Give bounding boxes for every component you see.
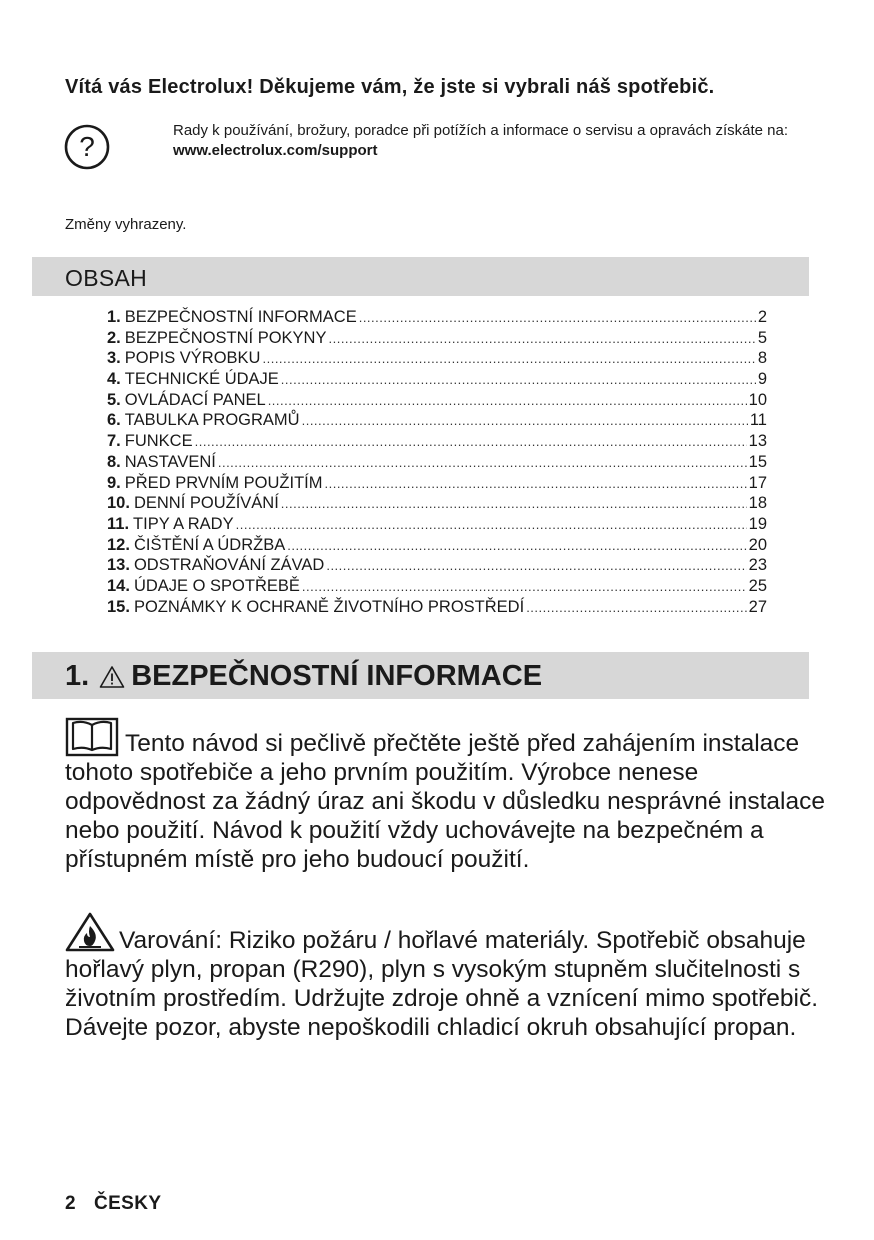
toc-item[interactable] bbox=[107, 474, 767, 495]
toc-leader-dots bbox=[526, 600, 746, 615]
toc-item-page: 10 bbox=[748, 390, 767, 409]
toc-item-number: 2. bbox=[107, 328, 121, 347]
toc-leader-dots bbox=[326, 558, 746, 573]
toc-leader-dots bbox=[359, 310, 756, 325]
toc-item-number: 5. bbox=[107, 390, 121, 409]
toc-item-label: TABULKA PROGRAMŮ bbox=[124, 411, 300, 430]
toc-leader-dots bbox=[281, 372, 756, 387]
toc-item-label: POZNÁMKY K OCHRANĚ ŽIVOTNÍHO PROSTŘEDÍ bbox=[133, 597, 525, 616]
toc-item[interactable] bbox=[107, 329, 767, 350]
support-text: Rady k používání, brožury, poradce při potížích a informace o servisu a opravách získáte na: bbox=[173, 122, 789, 139]
section-header-bar bbox=[32, 652, 809, 699]
toc-item[interactable] bbox=[107, 494, 767, 515]
toc-item-label: ODSTRAŇOVÁNÍ ZÁVAD bbox=[133, 556, 325, 575]
toc-item[interactable] bbox=[107, 411, 767, 432]
toc-item[interactable] bbox=[107, 598, 767, 619]
toc-item-number: 9. bbox=[107, 473, 121, 492]
toc-item-label: DENNÍ POUŽÍVÁNÍ bbox=[133, 494, 279, 513]
toc-item-number: 7. bbox=[107, 432, 121, 451]
toc-leader-dots bbox=[281, 496, 747, 511]
toc-item[interactable] bbox=[107, 536, 767, 557]
toc-item[interactable] bbox=[107, 453, 767, 474]
support-link[interactable]: www.electrolux.com/support bbox=[173, 142, 378, 159]
question-circle-icon bbox=[63, 123, 111, 171]
toc-leader-dots bbox=[328, 331, 755, 346]
toc-item-number: 1. bbox=[107, 308, 121, 326]
toc-item[interactable] bbox=[107, 577, 767, 598]
section-title-text: BEZPEČNOSTNÍ INFORMACE bbox=[131, 660, 543, 692]
toc-item-label: ČIŠTĚNÍ A ÚDRŽBA bbox=[133, 535, 286, 554]
svg-text:?: ? bbox=[79, 131, 95, 162]
toc-item-label: TIPY A RADY bbox=[133, 514, 234, 533]
toc-item[interactable] bbox=[107, 391, 767, 412]
safety-paragraph-fire bbox=[65, 912, 825, 1042]
manual-text: Tento návod si pečlivě přečtěte ještě před zahájením instalace tohoto spotřebiče a jeho prvním použitím. Výrobce nenese odpovědnost za žádný úraz ani škodu v důsledku nesprávné instalace nebo použití. Návod k použití vždy uchovávejte na bezpečném a přístupném místě pro jeho budoucí použití. bbox=[65, 730, 825, 873]
section-title bbox=[65, 660, 542, 693]
safety-paragraph-manual bbox=[65, 717, 825, 874]
toc-leader-dots bbox=[262, 351, 755, 366]
toc-item-label: FUNKCE bbox=[124, 432, 193, 451]
language-label: ČESKY bbox=[93, 1193, 162, 1214]
toc-item-number: 13. bbox=[107, 556, 130, 575]
toc-item-label: ÚDAJE O SPOTŘEBĚ bbox=[133, 576, 300, 595]
toc-item-page: 25 bbox=[748, 576, 767, 595]
toc-leader-dots bbox=[268, 393, 747, 408]
toc-item-page: 15 bbox=[748, 452, 767, 471]
toc-item-page: 19 bbox=[748, 514, 767, 533]
toc-item[interactable] bbox=[107, 515, 767, 536]
toc-item-label: NASTAVENÍ bbox=[124, 452, 216, 471]
toc-item-page: 20 bbox=[748, 535, 767, 554]
toc-item[interactable] bbox=[107, 556, 767, 577]
toc-item-page: 9 bbox=[757, 370, 767, 389]
flammable-warning-icon bbox=[65, 912, 115, 952]
toc-item-label: BEZPEČNOSTNÍ INFORMACE bbox=[124, 308, 357, 326]
toc-item-number: 14. bbox=[107, 576, 130, 595]
toc-leader-dots bbox=[195, 434, 747, 449]
toc-item[interactable] bbox=[107, 349, 767, 370]
toc-leader-dots bbox=[324, 476, 746, 491]
toc-item-label: OVLÁDACÍ PANEL bbox=[124, 390, 266, 409]
toc-leader-dots bbox=[218, 455, 747, 470]
toc-item-page: 23 bbox=[748, 556, 767, 575]
book-icon bbox=[65, 717, 119, 757]
support-info bbox=[173, 121, 813, 161]
toc-item-label: BEZPEČNOSTNÍ POKYNY bbox=[124, 328, 327, 347]
toc-leader-dots bbox=[302, 579, 747, 594]
toc-leader-dots bbox=[287, 538, 746, 553]
toc-item-page: 8 bbox=[757, 349, 767, 368]
toc-item-page: 11 bbox=[749, 411, 767, 430]
toc-item-number: 15. bbox=[107, 597, 130, 616]
toc-heading: OBSAH bbox=[65, 265, 148, 291]
toc-item-number: 6. bbox=[107, 411, 121, 430]
toc-item-number: 10. bbox=[107, 494, 130, 513]
toc-item-number: 11. bbox=[107, 514, 130, 533]
page-footer bbox=[65, 1193, 161, 1215]
table-of-contents bbox=[107, 308, 767, 618]
page-number: 2 bbox=[65, 1193, 76, 1214]
toc-item[interactable] bbox=[107, 432, 767, 453]
toc-item-label: TECHNICKÉ ÚDAJE bbox=[124, 370, 279, 389]
changes-note: Změny vyhrazeny. bbox=[65, 216, 187, 233]
toc-item-label: PŘED PRVNÍM POUŽITÍM bbox=[124, 473, 323, 492]
section-number: 1. bbox=[65, 660, 90, 692]
toc-item-number: 3. bbox=[107, 349, 121, 368]
toc-item-page: 27 bbox=[748, 597, 767, 616]
toc-leader-dots bbox=[302, 413, 748, 428]
fire-warning-text: Varování: Riziko požáru / hořlavé materiály. Spotřebič obsahuje hořlavý plyn, propan (R290), plyn s vysokým stupněm slučitelnosti s životním prostředím. Udržujte zdroje ohně a vznícení mimo spotřebič. Dávejte pozor, abyste nepoškodili chladicí okruh obsahující propan. bbox=[65, 927, 819, 1041]
toc-item[interactable] bbox=[107, 308, 767, 329]
toc-item-label: POPIS VÝROBKU bbox=[124, 349, 261, 368]
toc-item-page: 13 bbox=[748, 432, 767, 451]
toc-item-number: 4. bbox=[107, 370, 121, 389]
toc-item-number: 12. bbox=[107, 535, 130, 554]
toc-header-bar bbox=[32, 257, 809, 296]
toc-item-number: 8. bbox=[107, 452, 121, 471]
toc-item-page: 18 bbox=[748, 494, 767, 513]
warning-triangle-icon bbox=[99, 665, 125, 689]
toc-item-page: 17 bbox=[748, 473, 767, 492]
toc-item-page: 2 bbox=[757, 308, 767, 326]
welcome-heading: Vítá vás Electrolux! Děkujeme vám, že jste si vybrali náš spotřebič. bbox=[65, 76, 715, 98]
toc-item-page: 5 bbox=[757, 328, 767, 347]
toc-item[interactable] bbox=[107, 370, 767, 391]
toc-leader-dots bbox=[236, 517, 747, 532]
